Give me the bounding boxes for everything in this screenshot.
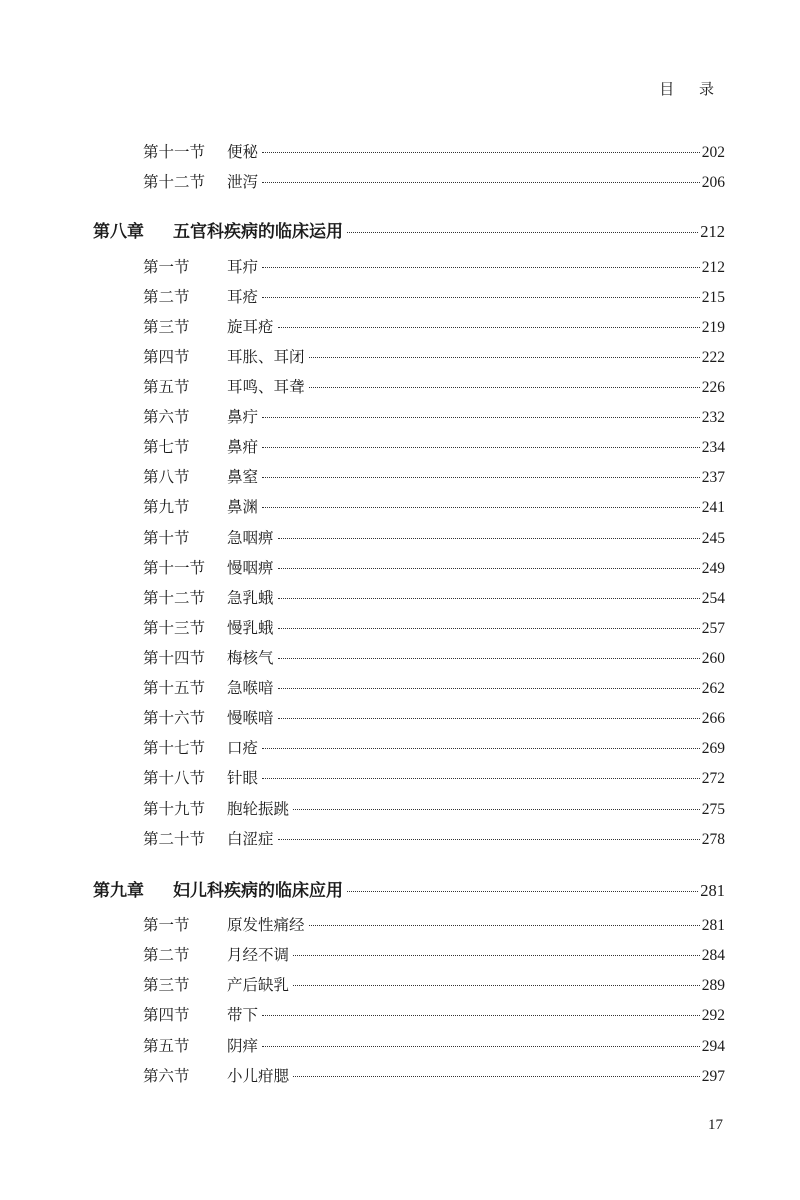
dot-leader: [262, 477, 700, 478]
page-number: 219: [701, 319, 725, 336]
chapter-number: 第八章: [93, 222, 144, 242]
toc-section-entry[interactable]: [143, 646, 725, 668]
section-number: 第六节: [143, 408, 190, 426]
page-number: 212: [700, 222, 725, 241]
section-title: 泄泻: [227, 173, 259, 191]
dot-leader: [262, 507, 700, 508]
page-number: 289: [701, 977, 725, 994]
section-number: 第十二节: [143, 173, 206, 191]
page-number: 260: [701, 650, 725, 667]
page-number: 297: [701, 1068, 725, 1085]
dot-leader: [262, 778, 700, 779]
section-number: 第十八节: [143, 769, 206, 787]
section-title: 白涩症: [227, 830, 274, 848]
dot-leader: [347, 232, 698, 233]
section-number: 第五节: [143, 378, 190, 396]
toc-section-entry[interactable]: [143, 827, 725, 849]
page-number: 237: [701, 469, 725, 486]
dot-leader: [293, 809, 700, 810]
section-number: 第十五节: [143, 679, 206, 697]
section-number: 第七节: [143, 438, 190, 456]
toc-section-entry[interactable]: [143, 170, 725, 192]
toc-section-entry[interactable]: [143, 495, 725, 517]
dot-leader: [293, 1076, 700, 1077]
section-title: 慢喉喑: [227, 709, 274, 727]
section-title: 慢咽痹: [227, 559, 274, 577]
section-number: 第十九节: [143, 800, 206, 818]
dot-leader: [278, 538, 700, 539]
dot-leader: [262, 447, 700, 448]
section-number: 第十节: [143, 529, 190, 547]
section-number: 第二节: [143, 946, 190, 964]
dot-leader: [278, 598, 700, 599]
toc-section-entry[interactable]: [143, 315, 725, 337]
page-number: 272: [701, 770, 725, 787]
page-number: 269: [701, 740, 725, 757]
running-header: 目 录: [659, 80, 724, 98]
dot-leader: [278, 839, 700, 840]
page-number: 222: [701, 349, 725, 366]
dot-leader: [262, 1015, 700, 1016]
section-title: 小儿疳腮: [227, 1067, 290, 1085]
toc-section-entry[interactable]: [143, 465, 725, 487]
section-title: 胞轮振跳: [227, 800, 290, 818]
toc-section-entry[interactable]: [143, 766, 725, 788]
section-number: 第一节: [143, 258, 190, 276]
dot-leader: [309, 357, 700, 358]
page-number: 232: [701, 409, 725, 426]
page-number: 254: [701, 590, 725, 607]
toc-section-entry[interactable]: [143, 706, 725, 728]
section-title: 产后缺乳: [227, 976, 290, 994]
section-title: 慢乳蛾: [227, 619, 274, 637]
section-number: 第三节: [143, 318, 190, 336]
dot-leader: [262, 152, 700, 153]
page-number: 275: [701, 801, 725, 818]
toc-section-entry[interactable]: [143, 676, 725, 698]
section-title: 耳疖: [227, 258, 259, 276]
toc-section-entry[interactable]: [143, 913, 725, 935]
dot-leader: [293, 955, 700, 956]
section-number: 第九节: [143, 498, 190, 516]
page-number: 281: [701, 917, 725, 934]
toc-chapter-entry[interactable]: [93, 876, 725, 901]
page-number: 241: [701, 499, 725, 516]
section-title: 阴痒: [227, 1037, 259, 1055]
toc-chapter-entry[interactable]: [93, 217, 725, 242]
dot-leader: [278, 568, 700, 569]
page-number: 249: [701, 560, 725, 577]
toc-section-entry[interactable]: [143, 405, 725, 427]
section-number: 第四节: [143, 348, 190, 366]
page-number: 206: [701, 174, 725, 191]
page-number: 245: [701, 530, 725, 547]
toc-section-entry[interactable]: [143, 435, 725, 457]
toc-section-entry[interactable]: [143, 973, 725, 995]
toc-section-entry[interactable]: [143, 1003, 725, 1025]
section-title: 急咽痹: [227, 529, 274, 547]
dot-leader: [347, 891, 698, 892]
section-number: 第十二节: [143, 589, 206, 607]
chapter-title: 五官科疾病的临床运用: [173, 222, 343, 242]
toc-section-entry[interactable]: [143, 1064, 725, 1086]
chapter-title: 妇儿科疾病的临床应用: [173, 881, 343, 901]
section-number: 第二节: [143, 288, 190, 306]
section-number: 第一节: [143, 916, 190, 934]
toc-section-entry[interactable]: [143, 285, 725, 307]
toc-section-entry[interactable]: [143, 526, 725, 548]
page-number: 284: [701, 947, 725, 964]
toc-section-entry[interactable]: [143, 375, 725, 397]
section-title: 耳疮: [227, 288, 259, 306]
section-title: 鼻疔: [227, 408, 259, 426]
section-title: 急喉喑: [227, 679, 274, 697]
page-number: 294: [701, 1038, 725, 1055]
section-number: 第十七节: [143, 739, 206, 757]
section-title: 耳鸣、耳聋: [227, 378, 305, 396]
page-number: 212: [701, 259, 725, 276]
section-number: 第十四节: [143, 649, 206, 667]
page-number: 226: [701, 379, 725, 396]
page-number: 215: [701, 289, 725, 306]
section-title: 鼻窒: [227, 468, 259, 486]
section-number: 第三节: [143, 976, 190, 994]
toc-section-entry[interactable]: [143, 1034, 725, 1056]
section-number: 第十一节: [143, 559, 206, 577]
section-number: 第十三节: [143, 619, 206, 637]
page-number: 266: [701, 710, 725, 727]
section-title: 便秘: [227, 143, 259, 161]
toc-section-entry[interactable]: [143, 736, 725, 758]
dot-leader: [309, 387, 700, 388]
dot-leader: [278, 688, 700, 689]
section-title: 急乳蛾: [227, 589, 274, 607]
section-number: 第十一节: [143, 143, 206, 161]
page-number: 257: [701, 620, 725, 637]
section-title: 原发性痛经: [227, 916, 305, 934]
section-title: 口疮: [227, 739, 259, 757]
section-number: 第六节: [143, 1067, 190, 1085]
toc-section-entry[interactable]: [143, 586, 725, 608]
dot-leader: [278, 628, 700, 629]
dot-leader: [262, 297, 700, 298]
page-number: 234: [701, 439, 725, 456]
toc-section-entry[interactable]: [143, 797, 725, 819]
section-title: 鼻疳: [227, 438, 259, 456]
page-number: 281: [700, 881, 725, 900]
section-number: 第二十节: [143, 830, 206, 848]
dot-leader: [262, 748, 700, 749]
section-number: 第五节: [143, 1037, 190, 1055]
section-number: 第四节: [143, 1006, 190, 1024]
dot-leader: [262, 1046, 700, 1047]
dot-leader: [262, 182, 700, 183]
page-footer-number: 17: [708, 1117, 723, 1133]
dot-leader: [309, 925, 700, 926]
toc-section-entry[interactable]: [143, 345, 725, 367]
page-number: 292: [701, 1007, 725, 1024]
section-title: 月经不调: [227, 946, 290, 964]
section-number: 第十六节: [143, 709, 206, 727]
dot-leader: [278, 327, 700, 328]
chapter-number: 第九章: [93, 881, 144, 901]
page-number: 262: [701, 680, 725, 697]
dot-leader: [293, 985, 700, 986]
section-title: 带下: [227, 1006, 259, 1024]
section-title: 鼻渊: [227, 498, 259, 516]
toc-section-entry[interactable]: [143, 140, 725, 162]
toc-section-entry[interactable]: [143, 556, 725, 578]
toc-section-entry[interactable]: [143, 255, 725, 277]
section-title: 针眼: [227, 769, 259, 787]
section-title: 耳胀、耳闭: [227, 348, 305, 366]
section-title: 梅核气: [227, 649, 274, 667]
toc-section-entry[interactable]: [143, 943, 725, 965]
dot-leader: [262, 417, 700, 418]
page-number: 202: [701, 144, 725, 161]
section-title: 旋耳疮: [227, 318, 274, 336]
page-number: 278: [701, 831, 725, 848]
dot-leader: [262, 267, 700, 268]
dot-leader: [278, 658, 700, 659]
section-number: 第八节: [143, 468, 190, 486]
toc-section-entry[interactable]: [143, 616, 725, 638]
dot-leader: [278, 718, 700, 719]
